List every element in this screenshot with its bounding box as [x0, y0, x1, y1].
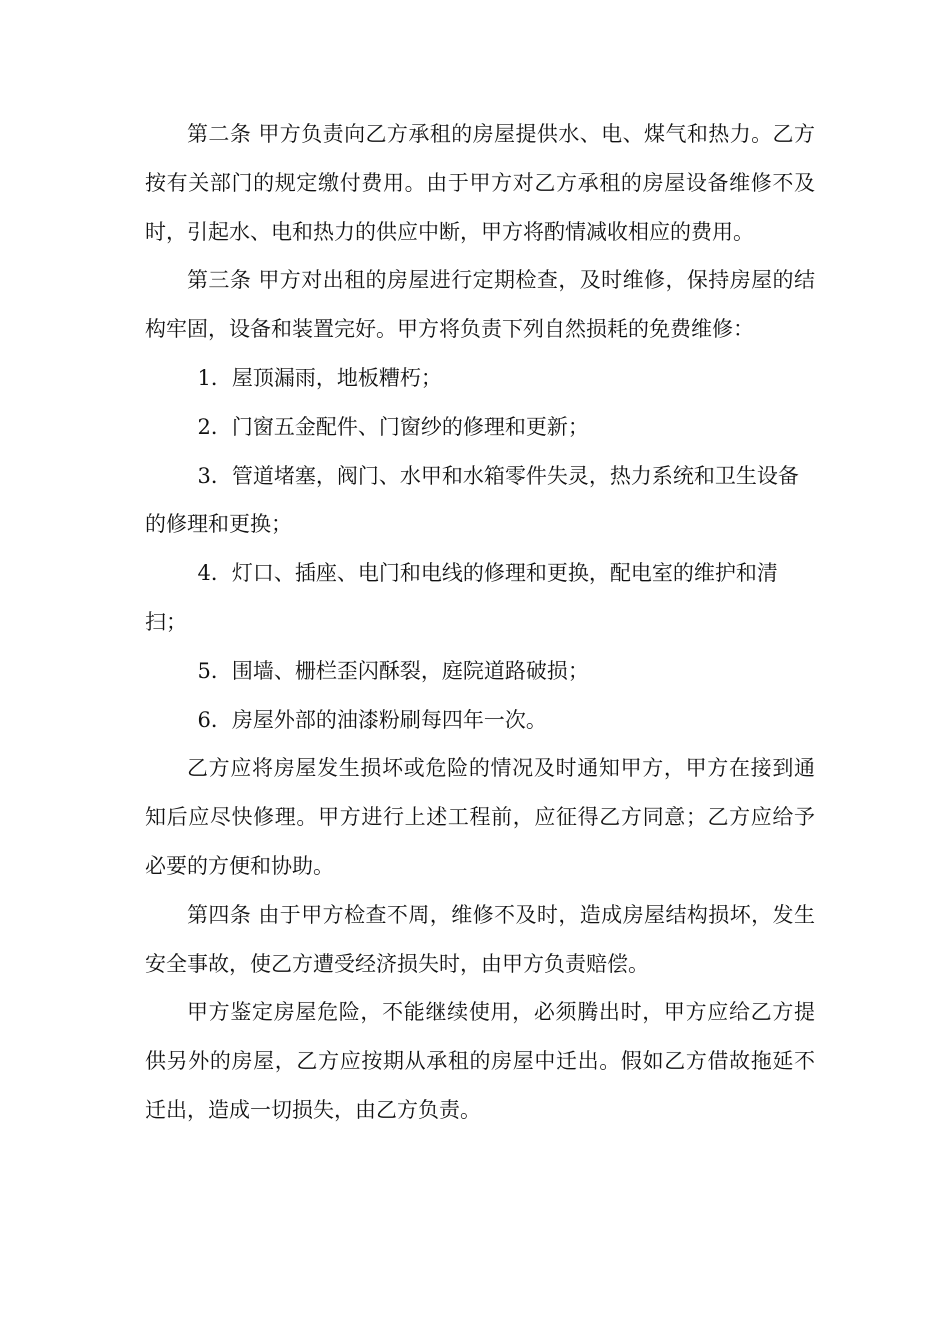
dangerous-house-paragraph: 甲方鉴定房屋危险，不能继续使用，必须腾出时，甲方应给乙方提供另外的房屋，乙方应按期从承租的房屋中迁出。假如乙方借故拖延不迁出，造成一切损失，由乙方负责。: [145, 1000, 815, 1122]
article-3-paragraph: 第三条 甲方对出租的房屋进行定期检查，及时维修，保持房屋的结构牢固，设备和装置完好。甲方将负责下列自然损耗的免费维修：: [145, 268, 815, 342]
article-2-paragraph: 第二条 甲方负责向乙方承租的房屋提供水、电、煤气和热力。乙方按有关部门的规定缴付费用。由于甲方对乙方承租的房屋设备维修不及时，引起水、电和热力的供应中断，甲方将酌情减收相应的费用。: [145, 122, 815, 244]
list-item-3: 3．管道堵塞，阀门、水甲和水箱零件失灵，热力系统和卫生设备的修理和更换；: [145, 463, 799, 537]
list-item-4: 4．灯口、插座、电门和电线的修理和更换，配电室的维护和清扫；: [145, 561, 778, 634]
repair-notice-paragraph: 乙方应将房屋发生损坏或危险的情况及时通知甲方，甲方在接到通知后应尽快修理。甲方进行上述工程前，应征得乙方同意；乙方应给予必要的方便和协助。: [145, 756, 815, 878]
list-item-2: 2．门窗五金配件、门窗纱的修理和更新；: [197, 414, 589, 439]
list-item-1: 1．屋顶漏雨，地板糟朽；: [197, 365, 442, 390]
article-4-paragraph: 第四条 由于甲方检查不周，维修不及时，造成房屋结构损坏，发生安全事故，使乙方遭受经济损失时，由甲方负责赔偿。: [145, 902, 815, 976]
list-item-5: 5．围墙、栅栏歪闪酥裂，庭院道路破损；: [197, 658, 589, 683]
document-body: [145, 110, 815, 1135]
list-item-6: 6．房屋外部的油漆粉刷每四年一次。: [197, 707, 547, 732]
